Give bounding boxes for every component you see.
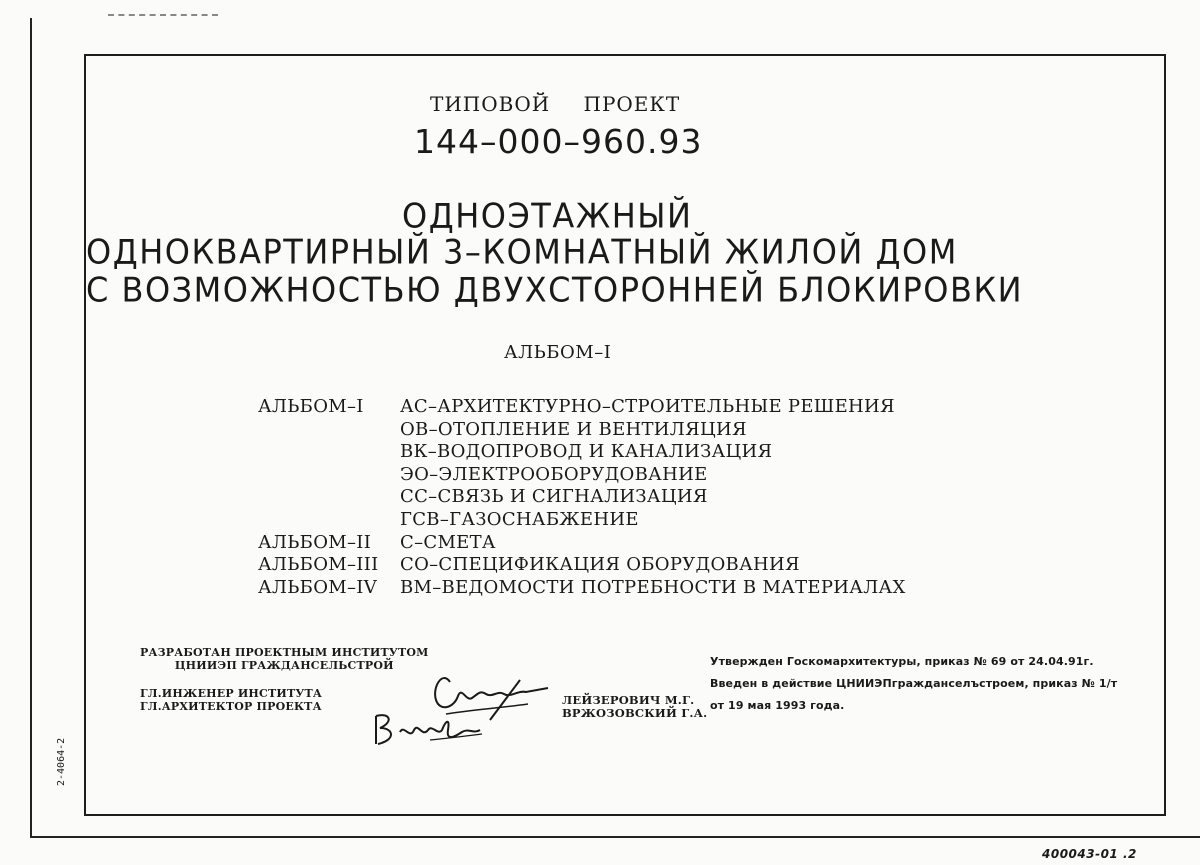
roles-block: [140, 688, 322, 713]
title-line-1: ОДНОЭТАЖНЫЙ: [402, 196, 693, 236]
album-contents: ЭО–ЭЛЕКТРООБОРУДОВАНИЕ: [400, 463, 708, 485]
album-label: АЛЬБОМ–III: [258, 554, 379, 576]
album-heading: АЛЬБОМ–I: [504, 342, 612, 363]
album-contents: ОВ–ОТОПЛЕНИЕ И ВЕНТИЛЯЦИЯ: [400, 418, 747, 440]
approval-block: [710, 651, 1117, 717]
album-label: [258, 419, 400, 442]
album-label: [258, 509, 400, 532]
album-label: [258, 486, 400, 509]
top-edge-mark: [108, 14, 218, 16]
album-contents: АС–АРХИТЕКТУРНО–СТРОИТЕЛЬНЫЕ РЕШЕНИЯ: [400, 396, 895, 417]
album-row: [258, 554, 906, 577]
developer-line-2: ЦНИИЭП ГРАЖДАНСЕЛЬСТРОЙ: [174, 659, 394, 672]
album-contents: СС–СВЯЗЬ И СИГНАЛИЗАЦИЯ: [400, 486, 708, 508]
album-label: АЛЬБОМ–II: [258, 531, 372, 553]
project-number: 144–000–960.93: [414, 122, 703, 161]
album-row: [258, 396, 906, 419]
album-row: [258, 532, 906, 555]
album-row: [258, 464, 906, 487]
album-contents: ВК–ВОДОПРОВОД И КАНАЛИЗАЦИЯ: [400, 441, 773, 463]
names-block: [562, 694, 707, 720]
album-label: АЛЬБОМ–IV: [258, 576, 378, 598]
album-label: [258, 441, 400, 464]
album-row: [258, 577, 906, 600]
title-line-3: С ВОЗМОЖНОСТЬЮ ДВУХСТОРОННЕЙ БЛОКИРОВКИ: [86, 270, 1024, 310]
album-contents: ГСВ–ГАЗОСНАБЖЕНИЕ: [400, 508, 639, 530]
name-architect: ВРЖОЗОВСКИЙ Г.А.: [562, 706, 708, 720]
outer-bottom-border: [30, 836, 1200, 838]
approval-line-2: Введен в действие ЦНИИЭПгражданселъстроем, приказ № 1/т: [710, 677, 1118, 690]
side-code: 2-4064-2: [56, 737, 67, 786]
album-contents: ВМ–ВЕДОМОСТИ ПОТРЕБНОСТИ В МАТЕРИАЛАХ: [400, 576, 906, 598]
album-contents: С–СМЕТА: [400, 531, 496, 553]
signature-architect-icon: [370, 700, 490, 760]
album-row: [258, 486, 906, 509]
album-label: [258, 464, 400, 487]
project-series: ТИПОВОЙ ПРОЕКТ: [430, 92, 681, 116]
approval-line-3: от 19 мая 1993 года.: [710, 699, 845, 712]
developer-line-1: РАЗРАБОТАН ПРОЕКТНЫМ ИНСТИТУТОМ: [140, 646, 429, 659]
outer-left-border: [30, 18, 32, 838]
album-contents: СО–СПЕЦИФИКАЦИЯ ОБОРУДОВАНИЯ: [400, 554, 800, 576]
role-chief-engineer: ГЛ.ИНЖЕНЕР ИНСТИТУТА: [140, 687, 323, 700]
role-chief-architect: ГЛ.АРХИТЕКТОР ПРОЕКТА: [140, 699, 322, 713]
album-list: [258, 396, 906, 599]
name-engineer: ЛЕЙЗЕРОВИЧ М.Г.: [562, 693, 695, 707]
approval-line-1: Утвержден Госкомархитектуры, приказ № 69 от 24.04.91г.: [710, 655, 1094, 668]
album-row: [258, 509, 906, 532]
title-line-2: ОДНОКВАРТИРНЫЙ 3–КОМНАТНЫЙ ЖИЛОЙ ДОМ: [86, 232, 958, 272]
album-label: АЛЬБОМ–I: [258, 396, 364, 417]
album-row: [258, 441, 906, 464]
sheet-code: 400043-01 .2: [1042, 847, 1137, 861]
album-row: [258, 419, 906, 442]
